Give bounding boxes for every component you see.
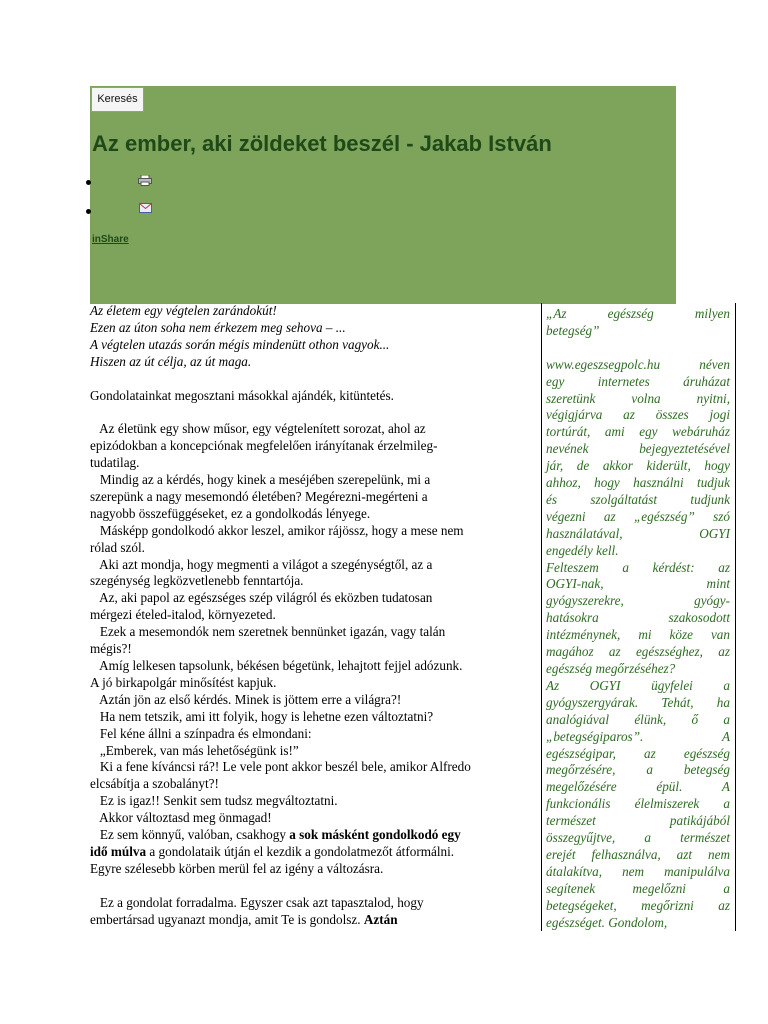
body-line: Aki azt mondja, hogy megmenti a világot a szegénységtől, az a [90, 556, 433, 572]
body-line: epizódokban a koncepciónak megfelelően irányítanak érzelmileg- [90, 438, 438, 454]
search-button[interactable]: Keresés [91, 87, 144, 112]
sidebar-line: www.egeszsegpolc.hu néven [546, 356, 730, 372]
sidebar-line: átalakítva, nem manipulálva [546, 863, 730, 879]
bullet-icon [86, 180, 91, 185]
sidebar-line: „betegségiparos”. A [546, 728, 730, 744]
spacer [90, 371, 535, 388]
body-line: Ez is igaz!! Senkit sem tudsz megváltoztatni. [90, 793, 338, 809]
sidebar-lines [546, 357, 730, 932]
sidebar-line: betegségeket, megőrizni az [546, 897, 730, 913]
toolbar [90, 86, 676, 128]
sidebar-line: engedély kell. [546, 542, 619, 558]
sidebar-line: jár, de akkor kiderült, hogy [546, 458, 730, 474]
sidebar-line: összegyűjtve, a természet [546, 830, 730, 846]
sidebar-line: segítenek megelőzni a [546, 880, 730, 896]
sidebar-line: egészséget. Gondolom, [546, 914, 668, 930]
column-divider [541, 303, 542, 931]
sidebar-line: természet patikájából [546, 813, 730, 829]
sidebar-line: egy internetes áruházat [546, 373, 730, 389]
bullet-icon [86, 209, 91, 214]
inshare-link[interactable]: inShare [92, 234, 129, 245]
sidebar-line: nevének bejegyeztetésével [546, 441, 730, 457]
spacer [546, 340, 730, 357]
body-line: mégis?! [90, 641, 132, 657]
body-line: tudatilag. [90, 455, 140, 471]
body-line: szegénység legközvetlenebb fenntartója. [90, 573, 304, 589]
body-line: embertársad ugyanazt mondja, amit Te is gondolsz. Aztán [90, 911, 398, 927]
sidebar-line: Az OGYI ügyfelei a [546, 677, 730, 693]
body-line: rólad szól. [90, 539, 145, 555]
spacer [90, 878, 535, 895]
body-line: Aztán jön az első kérdés. Minek is jöttem erre a világra?! [90, 691, 402, 707]
sidebar-line: ahhoz, hogy használni tudjuk [546, 475, 730, 491]
header-banner [90, 86, 676, 304]
body-line: Az, aki papol az egészséges szép világról és eközben tudatosan [90, 590, 433, 606]
sidebar-line: OGYI-nak, mint [546, 576, 730, 592]
sidebar-line: funkcionális élelmiszerek a [546, 796, 730, 812]
body-line: Ki a fene kíváncsi rá?! Le vele pont akkor beszél bele, amikor Alfredo [90, 759, 471, 775]
spacer [90, 404, 535, 421]
sidebar-line: megelőzésére épül. A [546, 779, 730, 795]
body-line: Egyre szélesebb körben merül fel az igény a változásra. [90, 860, 384, 876]
article-body [90, 303, 535, 928]
body-line: Ha nem tetszik, ami itt folyik, hogy is lehetne ezen változtatni? [90, 708, 434, 724]
sidebar-line: tortúrát, ami egy webáruház [546, 424, 730, 440]
sidebar-line: végezni az „egészség” szó [546, 508, 730, 524]
sidebar-line: és szolgáltatást tudjunk [546, 491, 730, 507]
intro-line: Hiszen az út célja, az út maga. [90, 353, 252, 369]
sidebar-heading: „Az egészség milyen [546, 306, 730, 321]
sidebar-line: erejét felhasználva, azt nem [546, 846, 730, 862]
body-line: Ezek a mesemondók nem szeretnek bennünket igazán, vagy talán [90, 624, 446, 640]
sidebar-line: végigjárva az összes jogi [546, 407, 730, 423]
sidebar-line: megőrzésére, a betegség [546, 762, 730, 778]
intro-line: A végtelen utazás során mégis mindenütt othon vagyok... [90, 336, 390, 352]
body-line: Fel kéne állni a színpadra és elmondani: [90, 725, 312, 741]
intro-line: Az életem egy végtelen zarándokút! [90, 303, 277, 318]
body-line: „Emberek, van más lehetőségünk is!” [90, 742, 299, 758]
page-title: Az ember, aki zöldeket beszél - Jakab István [92, 131, 552, 156]
sidebar-line: gyógyszergyárak. Tehát, ha [546, 694, 730, 710]
body-line: mérgezi ételed-italod, környezeted. [90, 607, 276, 623]
sidebar-line: hatásokra szakosodott [546, 610, 730, 626]
body-line: Akkor változtasd meg önmagad! [90, 810, 272, 826]
intro-line: Ezen az úton soha nem érkezem meg sehova – ... [90, 319, 346, 335]
printer-icon[interactable] [138, 175, 152, 186]
body-line: Az életünk egy show műsor, egy végtelenített sorozat, ahol az [90, 421, 426, 437]
lead-line: Gondolatainkat megosztani másokkal ajándék, kitüntetés. [90, 387, 394, 403]
body-line: idő múlva a gondolataik útján el kezdik a gondolatmezőt átformálni. [90, 843, 455, 859]
body-line: szerepünk a nagy mesemondó életében? Megérezni-megérteni a [90, 488, 428, 504]
body-lines [90, 421, 535, 827]
body-line: nagyobb összefüggéseket, ez a gondolkodás lényege. [90, 505, 371, 521]
sidebar-line: szeretünk volna nyitni, [546, 390, 730, 406]
body-line: Mindig az a kérdés, hogy kinek a meséjében szerepelünk, mi a [90, 472, 431, 488]
email-icon[interactable] [139, 203, 152, 213]
sidebar-line: egészség megőrzéséhez? [546, 661, 676, 677]
body-line: Amíg lelkesen tapsolunk, békésen bégetünk, lehajtott fejjel adózunk. [90, 658, 463, 673]
sidebar-line: Felteszem a kérdést: az [546, 559, 730, 575]
sidebar-heading: betegség” [546, 322, 600, 338]
sidebar-line: gyógyszerekre, gyógy- [546, 593, 730, 609]
body-line: elcsábítja a szobalányt?! [90, 776, 219, 792]
column-divider-right [735, 303, 736, 931]
body-line: Ez sem könnyű, valóban, csakhogy a sok másként gondolkodó egy [90, 827, 461, 843]
sidebar-line: magához az egészséghez, az [546, 644, 730, 660]
sidebar-line: analógiával élünk, ő a [546, 711, 730, 727]
sidebar-box [546, 306, 730, 932]
sidebar-line: intézménynek, mi köze van [546, 627, 730, 643]
body-line: Ez a gondolat forradalma. Egyszer csak azt tapasztalod, hogy [90, 894, 424, 910]
sidebar-line: egészségipar, az egészség [546, 745, 730, 761]
body-line: Másképp gondolkodó akkor leszel, amikor rájössz, hogy a mese nem [90, 522, 464, 538]
sidebar-line: használatával, OGYI [546, 525, 730, 541]
body-line: A jó birkapolgár minősítést kapjuk. [90, 674, 277, 690]
